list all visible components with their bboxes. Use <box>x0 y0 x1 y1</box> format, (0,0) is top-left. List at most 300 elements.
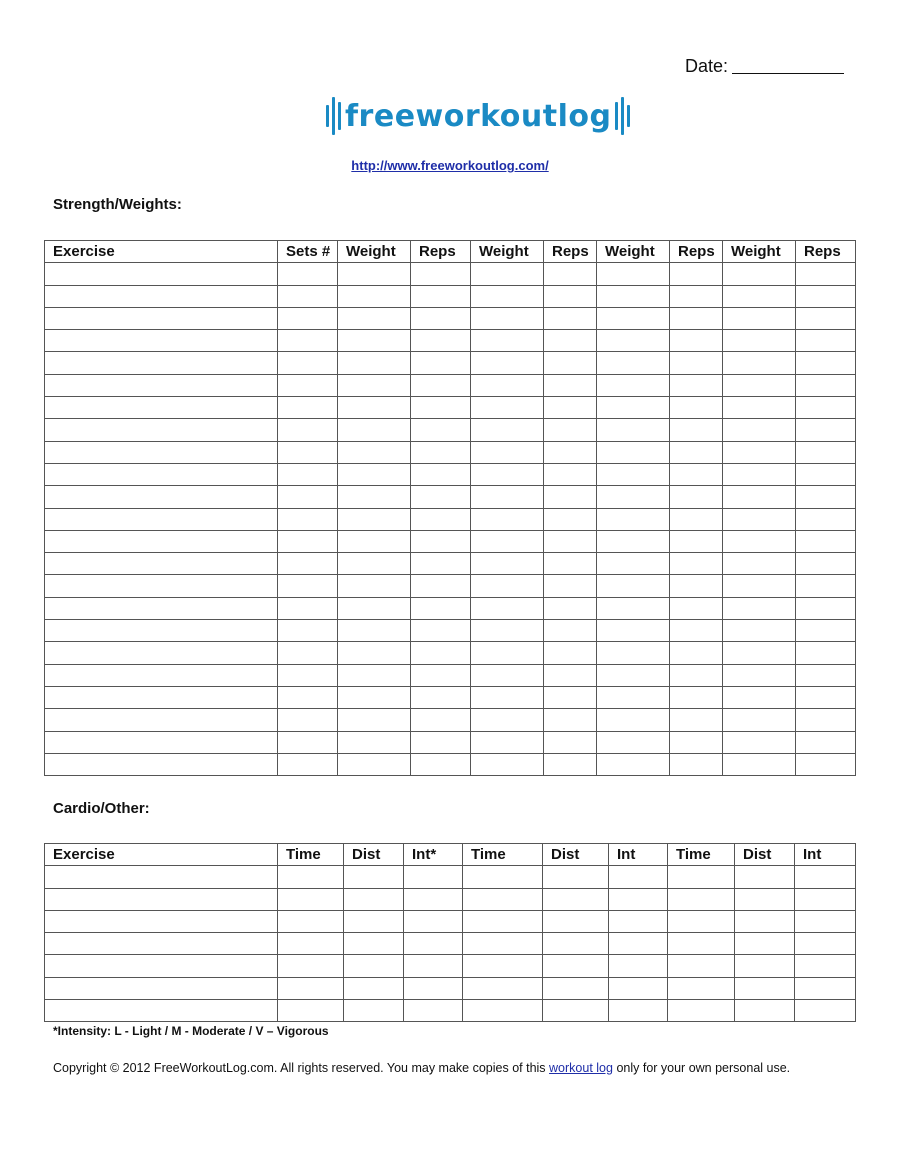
strength-table-cell[interactable] <box>338 530 411 552</box>
strength-table-cell[interactable] <box>338 463 411 485</box>
cardio-table-cell[interactable] <box>543 888 609 910</box>
cardio-table-cell[interactable] <box>344 933 404 955</box>
strength-table-cell[interactable] <box>338 642 411 664</box>
strength-table-cell[interactable] <box>597 731 670 753</box>
strength-table-cell[interactable] <box>411 352 471 374</box>
cardio-table-cell[interactable] <box>404 933 463 955</box>
strength-table-cell[interactable] <box>597 686 670 708</box>
date-blank-line[interactable] <box>732 57 844 74</box>
strength-table-cell[interactable] <box>723 463 796 485</box>
cardio-table-cell[interactable] <box>609 977 668 999</box>
strength-table-cell[interactable] <box>544 753 597 775</box>
strength-table-cell[interactable] <box>670 686 723 708</box>
strength-table-cell[interactable] <box>544 263 597 285</box>
strength-table-cell[interactable] <box>796 330 856 352</box>
strength-table-cell[interactable] <box>45 463 278 485</box>
cardio-table-cell[interactable] <box>609 888 668 910</box>
strength-table-cell[interactable] <box>670 664 723 686</box>
strength-table-cell[interactable] <box>597 352 670 374</box>
strength-table-cell[interactable] <box>670 441 723 463</box>
strength-table-cell[interactable] <box>796 686 856 708</box>
strength-table-cell[interactable] <box>278 642 338 664</box>
strength-table-cell[interactable] <box>670 374 723 396</box>
cardio-table-cell[interactable] <box>463 955 543 977</box>
cardio-table-cell[interactable] <box>609 866 668 888</box>
strength-table-cell[interactable] <box>411 441 471 463</box>
cardio-table-cell[interactable] <box>45 1000 278 1022</box>
strength-table-cell[interactable] <box>796 709 856 731</box>
strength-table-cell[interactable] <box>544 709 597 731</box>
strength-table-cell[interactable] <box>411 397 471 419</box>
strength-table-cell[interactable] <box>796 263 856 285</box>
strength-table-cell[interactable] <box>544 686 597 708</box>
strength-table-cell[interactable] <box>670 530 723 552</box>
cardio-table-cell[interactable] <box>609 933 668 955</box>
cardio-table-cell[interactable] <box>404 866 463 888</box>
strength-table-cell[interactable] <box>45 441 278 463</box>
strength-table-cell[interactable] <box>544 664 597 686</box>
strength-table-cell[interactable] <box>597 642 670 664</box>
strength-table-cell[interactable] <box>544 352 597 374</box>
strength-table-cell[interactable] <box>471 642 544 664</box>
strength-table-cell[interactable] <box>278 731 338 753</box>
strength-table-cell[interactable] <box>338 307 411 329</box>
strength-table-cell[interactable] <box>471 553 544 575</box>
strength-table-cell[interactable] <box>471 419 544 441</box>
strength-table-cell[interactable] <box>796 731 856 753</box>
strength-table-cell[interactable] <box>45 731 278 753</box>
cardio-table-cell[interactable] <box>543 933 609 955</box>
strength-table-cell[interactable] <box>45 263 278 285</box>
cardio-table-cell[interactable] <box>609 955 668 977</box>
cardio-table-cell[interactable] <box>344 910 404 932</box>
strength-table-cell[interactable] <box>597 285 670 307</box>
strength-table-cell[interactable] <box>796 463 856 485</box>
strength-table-cell[interactable] <box>278 486 338 508</box>
strength-table-cell[interactable] <box>278 419 338 441</box>
strength-table-cell[interactable] <box>723 307 796 329</box>
strength-table-cell[interactable] <box>597 307 670 329</box>
cardio-table-cell[interactable] <box>463 977 543 999</box>
strength-table-cell[interactable] <box>670 709 723 731</box>
strength-table-cell[interactable] <box>471 709 544 731</box>
cardio-table-cell[interactable] <box>463 866 543 888</box>
cardio-table-cell[interactable] <box>735 888 795 910</box>
cardio-table-cell[interactable] <box>735 977 795 999</box>
strength-table-cell[interactable] <box>45 553 278 575</box>
cardio-table-cell[interactable] <box>543 955 609 977</box>
cardio-table-cell[interactable] <box>463 933 543 955</box>
strength-table-cell[interactable] <box>411 374 471 396</box>
cardio-table-cell[interactable] <box>795 888 856 910</box>
cardio-table-cell[interactable] <box>795 977 856 999</box>
strength-table-cell[interactable] <box>670 263 723 285</box>
strength-table-cell[interactable] <box>278 285 338 307</box>
strength-table-cell[interactable] <box>411 731 471 753</box>
strength-table-cell[interactable] <box>723 575 796 597</box>
strength-table-cell[interactable] <box>670 620 723 642</box>
strength-table-cell[interactable] <box>45 686 278 708</box>
strength-table-cell[interactable] <box>278 374 338 396</box>
strength-table-cell[interactable] <box>45 486 278 508</box>
cardio-table-cell[interactable] <box>543 977 609 999</box>
strength-table-cell[interactable] <box>411 263 471 285</box>
cardio-table-cell[interactable] <box>278 866 344 888</box>
strength-table-cell[interactable] <box>471 530 544 552</box>
strength-table-cell[interactable] <box>471 441 544 463</box>
strength-table-cell[interactable] <box>796 620 856 642</box>
strength-table-cell[interactable] <box>597 664 670 686</box>
strength-table-cell[interactable] <box>597 397 670 419</box>
strength-table-cell[interactable] <box>544 620 597 642</box>
cardio-table-cell[interactable] <box>543 1000 609 1022</box>
cardio-table-cell[interactable] <box>735 955 795 977</box>
strength-table-cell[interactable] <box>544 731 597 753</box>
strength-table-cell[interactable] <box>278 330 338 352</box>
strength-table-cell[interactable] <box>796 352 856 374</box>
strength-table-cell[interactable] <box>411 463 471 485</box>
strength-table-cell[interactable] <box>471 686 544 708</box>
strength-table-cell[interactable] <box>723 642 796 664</box>
cardio-table-cell[interactable] <box>278 888 344 910</box>
strength-table-cell[interactable] <box>471 285 544 307</box>
cardio-table-cell[interactable] <box>404 1000 463 1022</box>
strength-table-cell[interactable] <box>723 620 796 642</box>
strength-table-cell[interactable] <box>723 731 796 753</box>
cardio-table-cell[interactable] <box>463 910 543 932</box>
strength-table-cell[interactable] <box>45 307 278 329</box>
cardio-table-cell[interactable] <box>45 955 278 977</box>
strength-table-cell[interactable] <box>338 664 411 686</box>
strength-table-cell[interactable] <box>597 709 670 731</box>
strength-table-cell[interactable] <box>45 575 278 597</box>
cardio-table-cell[interactable] <box>344 888 404 910</box>
strength-table-cell[interactable] <box>544 285 597 307</box>
cardio-table-cell[interactable] <box>344 1000 404 1022</box>
strength-table-cell[interactable] <box>471 620 544 642</box>
strength-table-cell[interactable] <box>45 330 278 352</box>
strength-table-cell[interactable] <box>670 753 723 775</box>
strength-table-cell[interactable] <box>338 620 411 642</box>
strength-table-cell[interactable] <box>411 530 471 552</box>
strength-table-cell[interactable] <box>411 664 471 686</box>
strength-table-cell[interactable] <box>723 330 796 352</box>
strength-table-cell[interactable] <box>278 753 338 775</box>
strength-table-cell[interactable] <box>411 575 471 597</box>
strength-table-cell[interactable] <box>723 664 796 686</box>
cardio-table-cell[interactable] <box>543 910 609 932</box>
strength-table-cell[interactable] <box>411 486 471 508</box>
strength-table-cell[interactable] <box>278 553 338 575</box>
strength-table-cell[interactable] <box>670 330 723 352</box>
strength-table-cell[interactable] <box>45 374 278 396</box>
strength-table-cell[interactable] <box>723 352 796 374</box>
strength-table-cell[interactable] <box>796 575 856 597</box>
strength-table-cell[interactable] <box>411 553 471 575</box>
cardio-table-cell[interactable] <box>278 977 344 999</box>
strength-table-cell[interactable] <box>278 463 338 485</box>
strength-table-cell[interactable] <box>796 597 856 619</box>
strength-table-cell[interactable] <box>278 686 338 708</box>
strength-table-cell[interactable] <box>796 642 856 664</box>
strength-table-cell[interactable] <box>597 330 670 352</box>
cardio-table-cell[interactable] <box>668 1000 735 1022</box>
strength-table-cell[interactable] <box>597 263 670 285</box>
cardio-table-cell[interactable] <box>795 910 856 932</box>
strength-table-cell[interactable] <box>796 508 856 530</box>
cardio-table-cell[interactable] <box>735 866 795 888</box>
strength-table-cell[interactable] <box>723 597 796 619</box>
strength-table-cell[interactable] <box>411 330 471 352</box>
strength-table-cell[interactable] <box>796 397 856 419</box>
strength-table-cell[interactable] <box>796 285 856 307</box>
strength-table-cell[interactable] <box>338 731 411 753</box>
strength-table-cell[interactable] <box>471 374 544 396</box>
strength-table-cell[interactable] <box>723 419 796 441</box>
strength-table-cell[interactable] <box>597 553 670 575</box>
strength-table-cell[interactable] <box>544 374 597 396</box>
strength-table-cell[interactable] <box>597 463 670 485</box>
strength-table-cell[interactable] <box>723 686 796 708</box>
strength-table-cell[interactable] <box>278 575 338 597</box>
strength-table-cell[interactable] <box>338 508 411 530</box>
strength-table-cell[interactable] <box>670 285 723 307</box>
strength-table-cell[interactable] <box>278 352 338 374</box>
strength-table-cell[interactable] <box>670 731 723 753</box>
strength-table-cell[interactable] <box>670 463 723 485</box>
strength-table-cell[interactable] <box>544 441 597 463</box>
strength-table-cell[interactable] <box>723 508 796 530</box>
strength-table-cell[interactable] <box>471 397 544 419</box>
strength-table-cell[interactable] <box>723 530 796 552</box>
strength-table-cell[interactable] <box>278 709 338 731</box>
cardio-table-cell[interactable] <box>668 933 735 955</box>
strength-table-cell[interactable] <box>278 263 338 285</box>
strength-table-cell[interactable] <box>338 686 411 708</box>
strength-table-cell[interactable] <box>544 508 597 530</box>
strength-table-cell[interactable] <box>278 307 338 329</box>
strength-table-cell[interactable] <box>411 753 471 775</box>
strength-table-cell[interactable] <box>45 530 278 552</box>
strength-table-cell[interactable] <box>338 553 411 575</box>
strength-table-cell[interactable] <box>670 597 723 619</box>
strength-table-cell[interactable] <box>45 397 278 419</box>
strength-table-cell[interactable] <box>670 352 723 374</box>
strength-table-cell[interactable] <box>723 753 796 775</box>
cardio-table-cell[interactable] <box>45 866 278 888</box>
strength-table-cell[interactable] <box>723 709 796 731</box>
strength-table-cell[interactable] <box>278 397 338 419</box>
cardio-table-cell[interactable] <box>404 955 463 977</box>
cardio-table-cell[interactable] <box>668 955 735 977</box>
strength-table-cell[interactable] <box>670 397 723 419</box>
strength-table-cell[interactable] <box>338 352 411 374</box>
cardio-table-cell[interactable] <box>278 955 344 977</box>
strength-table-cell[interactable] <box>796 374 856 396</box>
strength-table-cell[interactable] <box>544 397 597 419</box>
strength-table-cell[interactable] <box>670 419 723 441</box>
strength-table-cell[interactable] <box>544 486 597 508</box>
strength-table-cell[interactable] <box>597 374 670 396</box>
cardio-table-cell[interactable] <box>735 910 795 932</box>
strength-table-cell[interactable] <box>723 486 796 508</box>
strength-table-cell[interactable] <box>471 307 544 329</box>
strength-table-cell[interactable] <box>796 753 856 775</box>
strength-table-cell[interactable] <box>723 263 796 285</box>
cardio-table-cell[interactable] <box>609 1000 668 1022</box>
cardio-table-cell[interactable] <box>404 888 463 910</box>
strength-table-cell[interactable] <box>723 374 796 396</box>
strength-table-cell[interactable] <box>471 263 544 285</box>
strength-table-cell[interactable] <box>45 419 278 441</box>
strength-table-cell[interactable] <box>411 597 471 619</box>
strength-table-cell[interactable] <box>338 263 411 285</box>
strength-table-cell[interactable] <box>471 508 544 530</box>
strength-table-cell[interactable] <box>544 419 597 441</box>
strength-table-cell[interactable] <box>45 352 278 374</box>
strength-table-cell[interactable] <box>597 419 670 441</box>
strength-table-cell[interactable] <box>670 553 723 575</box>
workout-log-link[interactable]: workout log <box>549 1061 613 1075</box>
strength-table-cell[interactable] <box>278 441 338 463</box>
strength-table-cell[interactable] <box>411 620 471 642</box>
strength-table-cell[interactable] <box>338 597 411 619</box>
strength-table-cell[interactable] <box>45 508 278 530</box>
strength-table-cell[interactable] <box>597 620 670 642</box>
strength-table-cell[interactable] <box>338 374 411 396</box>
cardio-table-cell[interactable] <box>278 933 344 955</box>
cardio-table-cell[interactable] <box>668 866 735 888</box>
strength-table-cell[interactable] <box>338 575 411 597</box>
site-url-link[interactable]: http://www.freeworkoutlog.com/ <box>351 158 549 173</box>
cardio-table-cell[interactable] <box>344 866 404 888</box>
strength-table-cell[interactable] <box>796 419 856 441</box>
strength-table-cell[interactable] <box>278 597 338 619</box>
cardio-table-cell[interactable] <box>795 933 856 955</box>
strength-table-cell[interactable] <box>670 508 723 530</box>
strength-table-cell[interactable] <box>471 352 544 374</box>
strength-table-cell[interactable] <box>338 709 411 731</box>
cardio-table-cell[interactable] <box>735 1000 795 1022</box>
cardio-table-cell[interactable] <box>668 910 735 932</box>
strength-table-cell[interactable] <box>278 620 338 642</box>
strength-table-cell[interactable] <box>471 664 544 686</box>
strength-table-cell[interactable] <box>597 486 670 508</box>
strength-table-cell[interactable] <box>796 307 856 329</box>
strength-table-cell[interactable] <box>338 486 411 508</box>
cardio-table-cell[interactable] <box>795 955 856 977</box>
strength-table-cell[interactable] <box>597 530 670 552</box>
cardio-table-cell[interactable] <box>795 866 856 888</box>
strength-table-cell[interactable] <box>796 553 856 575</box>
cardio-table-cell[interactable] <box>404 910 463 932</box>
strength-table-cell[interactable] <box>471 330 544 352</box>
cardio-table-cell[interactable] <box>344 955 404 977</box>
cardio-table-cell[interactable] <box>278 910 344 932</box>
cardio-table-cell[interactable] <box>463 1000 543 1022</box>
cardio-table-cell[interactable] <box>45 888 278 910</box>
strength-table-cell[interactable] <box>723 397 796 419</box>
strength-table-cell[interactable] <box>45 709 278 731</box>
strength-table-cell[interactable] <box>544 530 597 552</box>
strength-table-cell[interactable] <box>411 307 471 329</box>
strength-table-cell[interactable] <box>338 397 411 419</box>
strength-table-cell[interactable] <box>723 553 796 575</box>
strength-table-cell[interactable] <box>411 419 471 441</box>
cardio-table-cell[interactable] <box>463 888 543 910</box>
strength-table-cell[interactable] <box>471 463 544 485</box>
strength-table-cell[interactable] <box>411 508 471 530</box>
strength-table-cell[interactable] <box>338 441 411 463</box>
strength-table-cell[interactable] <box>471 753 544 775</box>
cardio-table-cell[interactable] <box>668 888 735 910</box>
cardio-table-cell[interactable] <box>609 910 668 932</box>
strength-table-cell[interactable] <box>338 285 411 307</box>
strength-table-cell[interactable] <box>471 575 544 597</box>
strength-table-cell[interactable] <box>45 620 278 642</box>
strength-table-cell[interactable] <box>796 486 856 508</box>
strength-table-cell[interactable] <box>670 642 723 664</box>
strength-table-cell[interactable] <box>45 597 278 619</box>
strength-table-cell[interactable] <box>544 553 597 575</box>
strength-table-cell[interactable] <box>544 597 597 619</box>
cardio-table-cell[interactable] <box>45 977 278 999</box>
strength-table-cell[interactable] <box>411 285 471 307</box>
strength-table-cell[interactable] <box>723 285 796 307</box>
strength-table-cell[interactable] <box>411 709 471 731</box>
strength-table-cell[interactable] <box>544 463 597 485</box>
strength-table-cell[interactable] <box>796 441 856 463</box>
strength-table-cell[interactable] <box>796 530 856 552</box>
strength-table-cell[interactable] <box>544 575 597 597</box>
cardio-table-cell[interactable] <box>543 866 609 888</box>
cardio-table-cell[interactable] <box>344 977 404 999</box>
cardio-table-cell[interactable] <box>278 1000 344 1022</box>
strength-table-cell[interactable] <box>45 664 278 686</box>
strength-table-cell[interactable] <box>45 285 278 307</box>
strength-table-cell[interactable] <box>597 441 670 463</box>
strength-table-cell[interactable] <box>597 575 670 597</box>
cardio-table-cell[interactable] <box>795 1000 856 1022</box>
cardio-table-cell[interactable] <box>45 910 278 932</box>
strength-table-cell[interactable] <box>278 530 338 552</box>
strength-table-cell[interactable] <box>338 419 411 441</box>
strength-table-cell[interactable] <box>544 307 597 329</box>
strength-table-cell[interactable] <box>278 508 338 530</box>
cardio-table-cell[interactable] <box>45 933 278 955</box>
strength-table-cell[interactable] <box>670 575 723 597</box>
cardio-table-cell[interactable] <box>735 933 795 955</box>
strength-table-cell[interactable] <box>796 664 856 686</box>
strength-table-cell[interactable] <box>471 597 544 619</box>
strength-table-cell[interactable] <box>471 486 544 508</box>
strength-table-cell[interactable] <box>338 753 411 775</box>
strength-table-cell[interactable] <box>670 307 723 329</box>
cardio-table-cell[interactable] <box>404 977 463 999</box>
strength-table-cell[interactable] <box>45 753 278 775</box>
strength-table-cell[interactable] <box>411 642 471 664</box>
strength-table-cell[interactable] <box>597 508 670 530</box>
strength-table-cell[interactable] <box>597 753 670 775</box>
strength-table-cell[interactable] <box>338 330 411 352</box>
strength-table-cell[interactable] <box>278 664 338 686</box>
cardio-table-cell[interactable] <box>668 977 735 999</box>
strength-table-cell[interactable] <box>723 441 796 463</box>
strength-table-cell[interactable] <box>544 330 597 352</box>
strength-table-cell[interactable] <box>471 731 544 753</box>
strength-table-cell[interactable] <box>670 486 723 508</box>
strength-table-cell[interactable] <box>597 597 670 619</box>
